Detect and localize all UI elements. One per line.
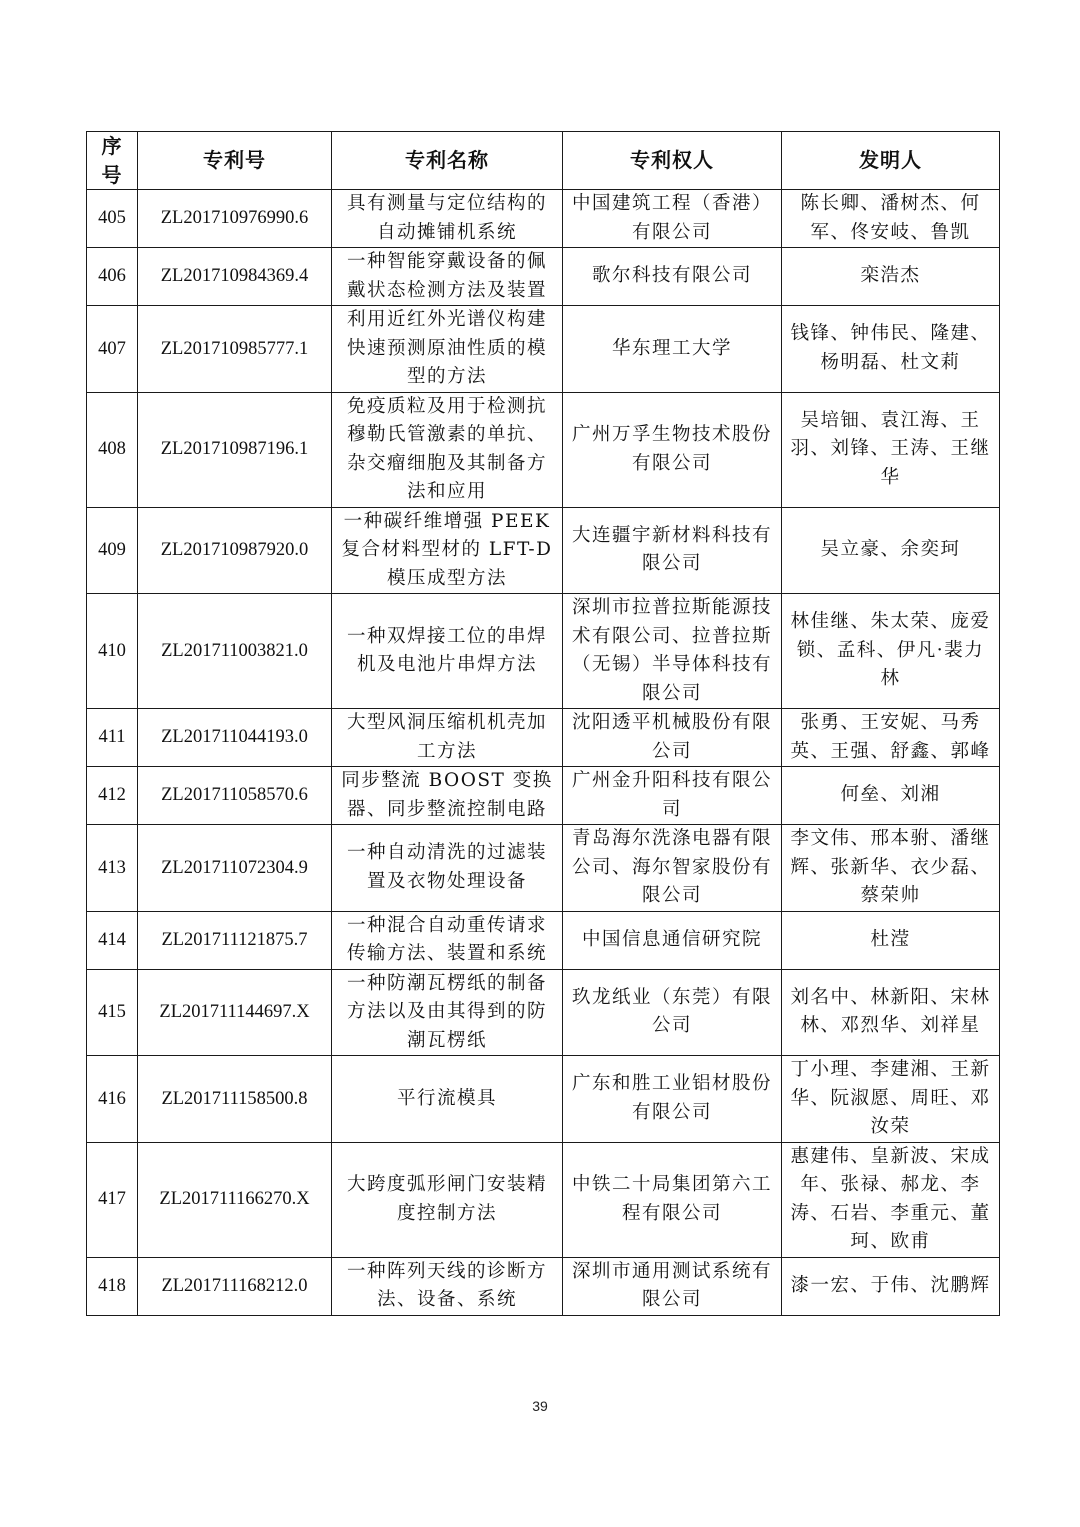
cell-inventors: 丁小理、李建湘、王新华、阮淑愿、周旺、邓汝荣 — [782, 1056, 1000, 1143]
cell-seq: 407 — [87, 306, 138, 393]
cell-patent-number: ZL201711166270.X — [138, 1142, 332, 1257]
cell-patent-name: 具有测量与定位结构的自动摊铺机系统 — [332, 190, 563, 248]
header-inventors: 发明人 — [782, 132, 1000, 190]
table-row — [87, 594, 1000, 709]
cell-patent-holder: 广东和胜工业铝材股份有限公司 — [563, 1056, 782, 1143]
cell-inventors: 林佳继、朱太荣、庞爱锁、孟科、伊凡·裴力林 — [782, 594, 1000, 709]
cell-inventors: 钱锋、钟伟民、隆建、杨明磊、杜文莉 — [782, 306, 1000, 393]
cell-patent-number: ZL201710984369.4 — [138, 248, 332, 306]
table-row — [87, 1056, 1000, 1143]
table-header-row — [87, 132, 1000, 190]
table-row — [87, 825, 1000, 912]
cell-seq: 413 — [87, 825, 138, 912]
cell-seq: 406 — [87, 248, 138, 306]
cell-inventors: 张勇、王安妮、马秀英、王强、舒鑫、郭峰 — [782, 709, 1000, 767]
cell-seq: 409 — [87, 507, 138, 594]
cell-seq: 416 — [87, 1056, 138, 1143]
cell-patent-name: 平行流模具 — [332, 1056, 563, 1143]
cell-patent-name: 免疫质粒及用于检测抗穆勒氏管激素的单抗、杂交瘤细胞及其制备方法和应用 — [332, 392, 563, 507]
cell-patent-name: 一种阵列天线的诊断方法、设备、系统 — [332, 1257, 563, 1315]
header-seq: 序号 — [87, 132, 138, 190]
cell-seq: 405 — [87, 190, 138, 248]
cell-patent-name: 一种双焊接工位的串焊机及电池片串焊方法 — [332, 594, 563, 709]
cell-inventors: 杜滢 — [782, 911, 1000, 969]
cell-seq: 417 — [87, 1142, 138, 1257]
cell-patent-name: 一种混合自动重传请求传输方法、装置和系统 — [332, 911, 563, 969]
cell-patent-number: ZL201711044193.0 — [138, 709, 332, 767]
cell-patent-number: ZL201710987196.1 — [138, 392, 332, 507]
cell-inventors: 吴培钿、袁江海、王羽、刘锋、王涛、王继华 — [782, 392, 1000, 507]
cell-seq: 418 — [87, 1257, 138, 1315]
cell-inventors: 李文伟、邢本驸、潘继辉、张新华、衣少磊、蔡荣帅 — [782, 825, 1000, 912]
cell-patent-holder: 华东理工大学 — [563, 306, 782, 393]
cell-seq: 414 — [87, 911, 138, 969]
cell-inventors: 吴立豪、余奕珂 — [782, 507, 1000, 594]
cell-patent-number: ZL201710985777.1 — [138, 306, 332, 393]
cell-patent-name: 一种碳纤维增强 PEEK 复合材料型材的 LFT-D 模压成型方法 — [332, 507, 563, 594]
cell-inventors: 陈长卿、潘树杰、何军、佟安岐、鲁凯 — [782, 190, 1000, 248]
table-row — [87, 911, 1000, 969]
table-row — [87, 507, 1000, 594]
cell-patent-name: 同步整流 BOOST 变换器、同步整流控制电路 — [332, 767, 563, 825]
table-row — [87, 248, 1000, 306]
cell-patent-holder: 中铁二十局集团第六工程有限公司 — [563, 1142, 782, 1257]
table-row — [87, 306, 1000, 393]
cell-patent-name: 大型风洞压缩机机壳加工方法 — [332, 709, 563, 767]
cell-patent-number: ZL201711058570.6 — [138, 767, 332, 825]
cell-patent-name: 利用近红外光谱仪构建快速预测原油性质的模型的方法 — [332, 306, 563, 393]
cell-seq: 408 — [87, 392, 138, 507]
header-patent-holder: 专利权人 — [563, 132, 782, 190]
header-patent-name: 专利名称 — [332, 132, 563, 190]
cell-inventors: 何垒、刘湘 — [782, 767, 1000, 825]
cell-patent-holder: 广州金升阳科技有限公司 — [563, 767, 782, 825]
cell-patent-number: ZL201710987920.0 — [138, 507, 332, 594]
table-row — [87, 969, 1000, 1056]
table-row — [87, 392, 1000, 507]
cell-patent-number: ZL201711003821.0 — [138, 594, 332, 709]
cell-seq: 412 — [87, 767, 138, 825]
cell-patent-holder: 广州万孚生物技术股份有限公司 — [563, 392, 782, 507]
cell-patent-holder: 玖龙纸业（东莞）有限公司 — [563, 969, 782, 1056]
cell-patent-holder: 沈阳透平机械股份有限公司 — [563, 709, 782, 767]
cell-patent-holder: 歌尔科技有限公司 — [563, 248, 782, 306]
cell-patent-holder: 大连疆宇新材料科技有限公司 — [563, 507, 782, 594]
cell-patent-number: ZL201711144697.X — [138, 969, 332, 1056]
cell-patent-name: 一种自动清洗的过滤装置及衣物处理设备 — [332, 825, 563, 912]
cell-patent-number: ZL201711121875.7 — [138, 911, 332, 969]
cell-patent-name: 一种智能穿戴设备的佩戴状态检测方法及装置 — [332, 248, 563, 306]
cell-seq: 415 — [87, 969, 138, 1056]
cell-patent-number: ZL201711168212.0 — [138, 1257, 332, 1315]
cell-patent-number: ZL201710976990.6 — [138, 190, 332, 248]
cell-patent-name: 大跨度弧形闸门安装精度控制方法 — [332, 1142, 563, 1257]
cell-inventors: 刘名中、林新阳、宋林林、邓烈华、刘祥星 — [782, 969, 1000, 1056]
cell-patent-holder: 中国信息通信研究院 — [563, 911, 782, 969]
cell-patent-number: ZL201711072304.9 — [138, 825, 332, 912]
cell-patent-name: 一种防潮瓦楞纸的制备方法以及由其得到的防潮瓦楞纸 — [332, 969, 563, 1056]
cell-patent-number: ZL201711158500.8 — [138, 1056, 332, 1143]
cell-inventors: 惠建伟、皇新波、宋成年、张禄、郝龙、李涛、石岩、李重元、董珂、欧甫 — [782, 1142, 1000, 1257]
table-row — [87, 1142, 1000, 1257]
table-row — [87, 709, 1000, 767]
cell-inventors: 栾浩杰 — [782, 248, 1000, 306]
table-row — [87, 1257, 1000, 1315]
cell-patent-holder: 中国建筑工程（香港）有限公司 — [563, 190, 782, 248]
cell-inventors: 漆一宏、于伟、沈鹏辉 — [782, 1257, 1000, 1315]
cell-seq: 410 — [87, 594, 138, 709]
cell-patent-holder: 深圳市拉普拉斯能源技术有限公司、拉普拉斯（无锡）半导体科技有限公司 — [563, 594, 782, 709]
table-row — [87, 190, 1000, 248]
cell-patent-holder: 青岛海尔洗涤电器有限公司、海尔智家股份有限公司 — [563, 825, 782, 912]
patent-table — [86, 131, 1000, 1316]
cell-patent-holder: 深圳市通用测试系统有限公司 — [563, 1257, 782, 1315]
cell-seq: 411 — [87, 709, 138, 767]
page-number: 39 — [532, 1398, 548, 1414]
header-patent-number: 专利号 — [138, 132, 332, 190]
table-row — [87, 767, 1000, 825]
